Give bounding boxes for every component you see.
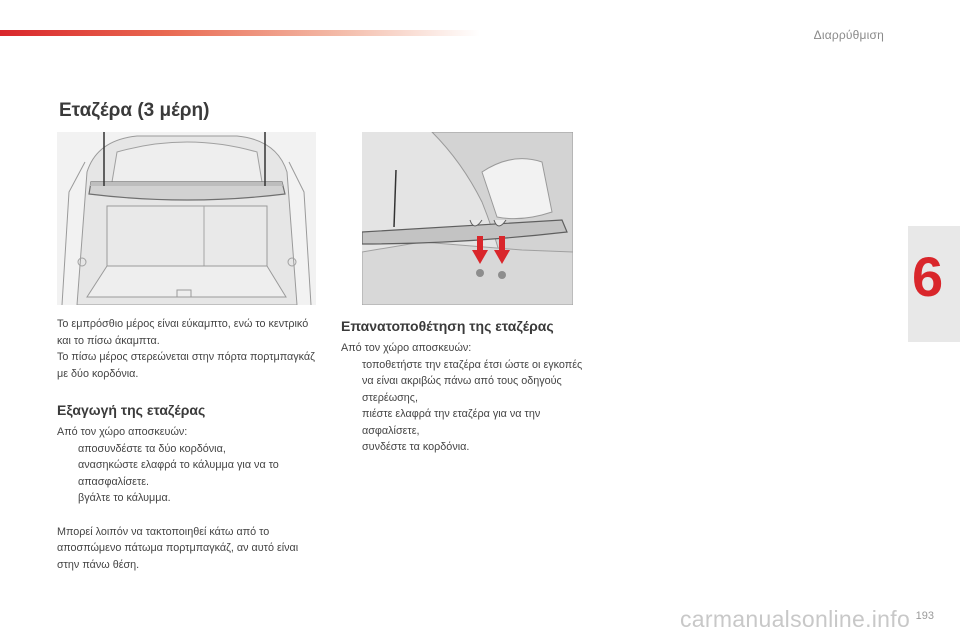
list-item: πιέστε ελαφρά την εταζέρα για να την ασφαλίσετε, — [362, 408, 541, 437]
removal-steps — [57, 441, 322, 507]
watermark: carmanualsonline.info — [680, 606, 911, 632]
page-title: Εταζέρα (3 μέρη) — [59, 100, 210, 121]
header-accent-bar — [0, 30, 480, 36]
left-column — [57, 316, 322, 573]
list-item: ανασηκώστε ελαφρά το κάλυμμα για να το απασφαλίσετε. — [78, 459, 279, 488]
list-item: συνδέστε τα κορδόνια. — [362, 441, 470, 453]
refit-lead: Από τον χώρο αποσκευών: — [341, 342, 472, 354]
page-number: 193 — [915, 610, 934, 622]
chapter-tab — [908, 226, 960, 342]
list-item: τοποθετήστε την εταζέρα έτσι ώστε οι εγκοπές να είναι ακριβώς πάνω από τους οδηγούς στερέωσης, — [362, 358, 583, 404]
intro-paragraph-2: Το πίσω μέρος στερεώνεται στην πόρτα πορτμπαγκάζ με δύο κορδόνια. — [57, 351, 315, 380]
illustration-boot-shelf — [57, 132, 316, 305]
removal-note: Μπορεί λοιπόν να τακτοποιηθεί κάτω από το αποσπώμενο πάτωμα πορτμπαγκάζ, αν αυτό είναι στην πάνω θέση. — [57, 525, 299, 571]
list-item: αποσυνδέστε τα δύο κορδόνια, — [78, 442, 226, 455]
boot-shelf-drawing — [57, 132, 316, 305]
shelf-refit-drawing — [362, 132, 573, 305]
refit-heading: Επανατοποθέτηση της εταζέρας — [341, 318, 554, 334]
intro-paragraph-1: Το εμπρόσθιο μέρος είναι εύκαμπτο, ενώ το κεντρικό και το πίσω άκαμπτα. — [57, 318, 309, 347]
list-item: βγάλτε το κάλυμμα. — [78, 492, 171, 504]
section-title: Διαρρύθμιση — [813, 28, 884, 42]
removal-lead: Από τον χώρο αποσκευών: — [57, 426, 188, 438]
chapter-number: 6 — [912, 245, 944, 308]
refit-steps — [341, 357, 591, 456]
removal-heading: Εξαγωγή της εταζέρας — [57, 402, 206, 418]
illustration-shelf-refit — [362, 132, 573, 305]
right-column — [341, 316, 591, 456]
